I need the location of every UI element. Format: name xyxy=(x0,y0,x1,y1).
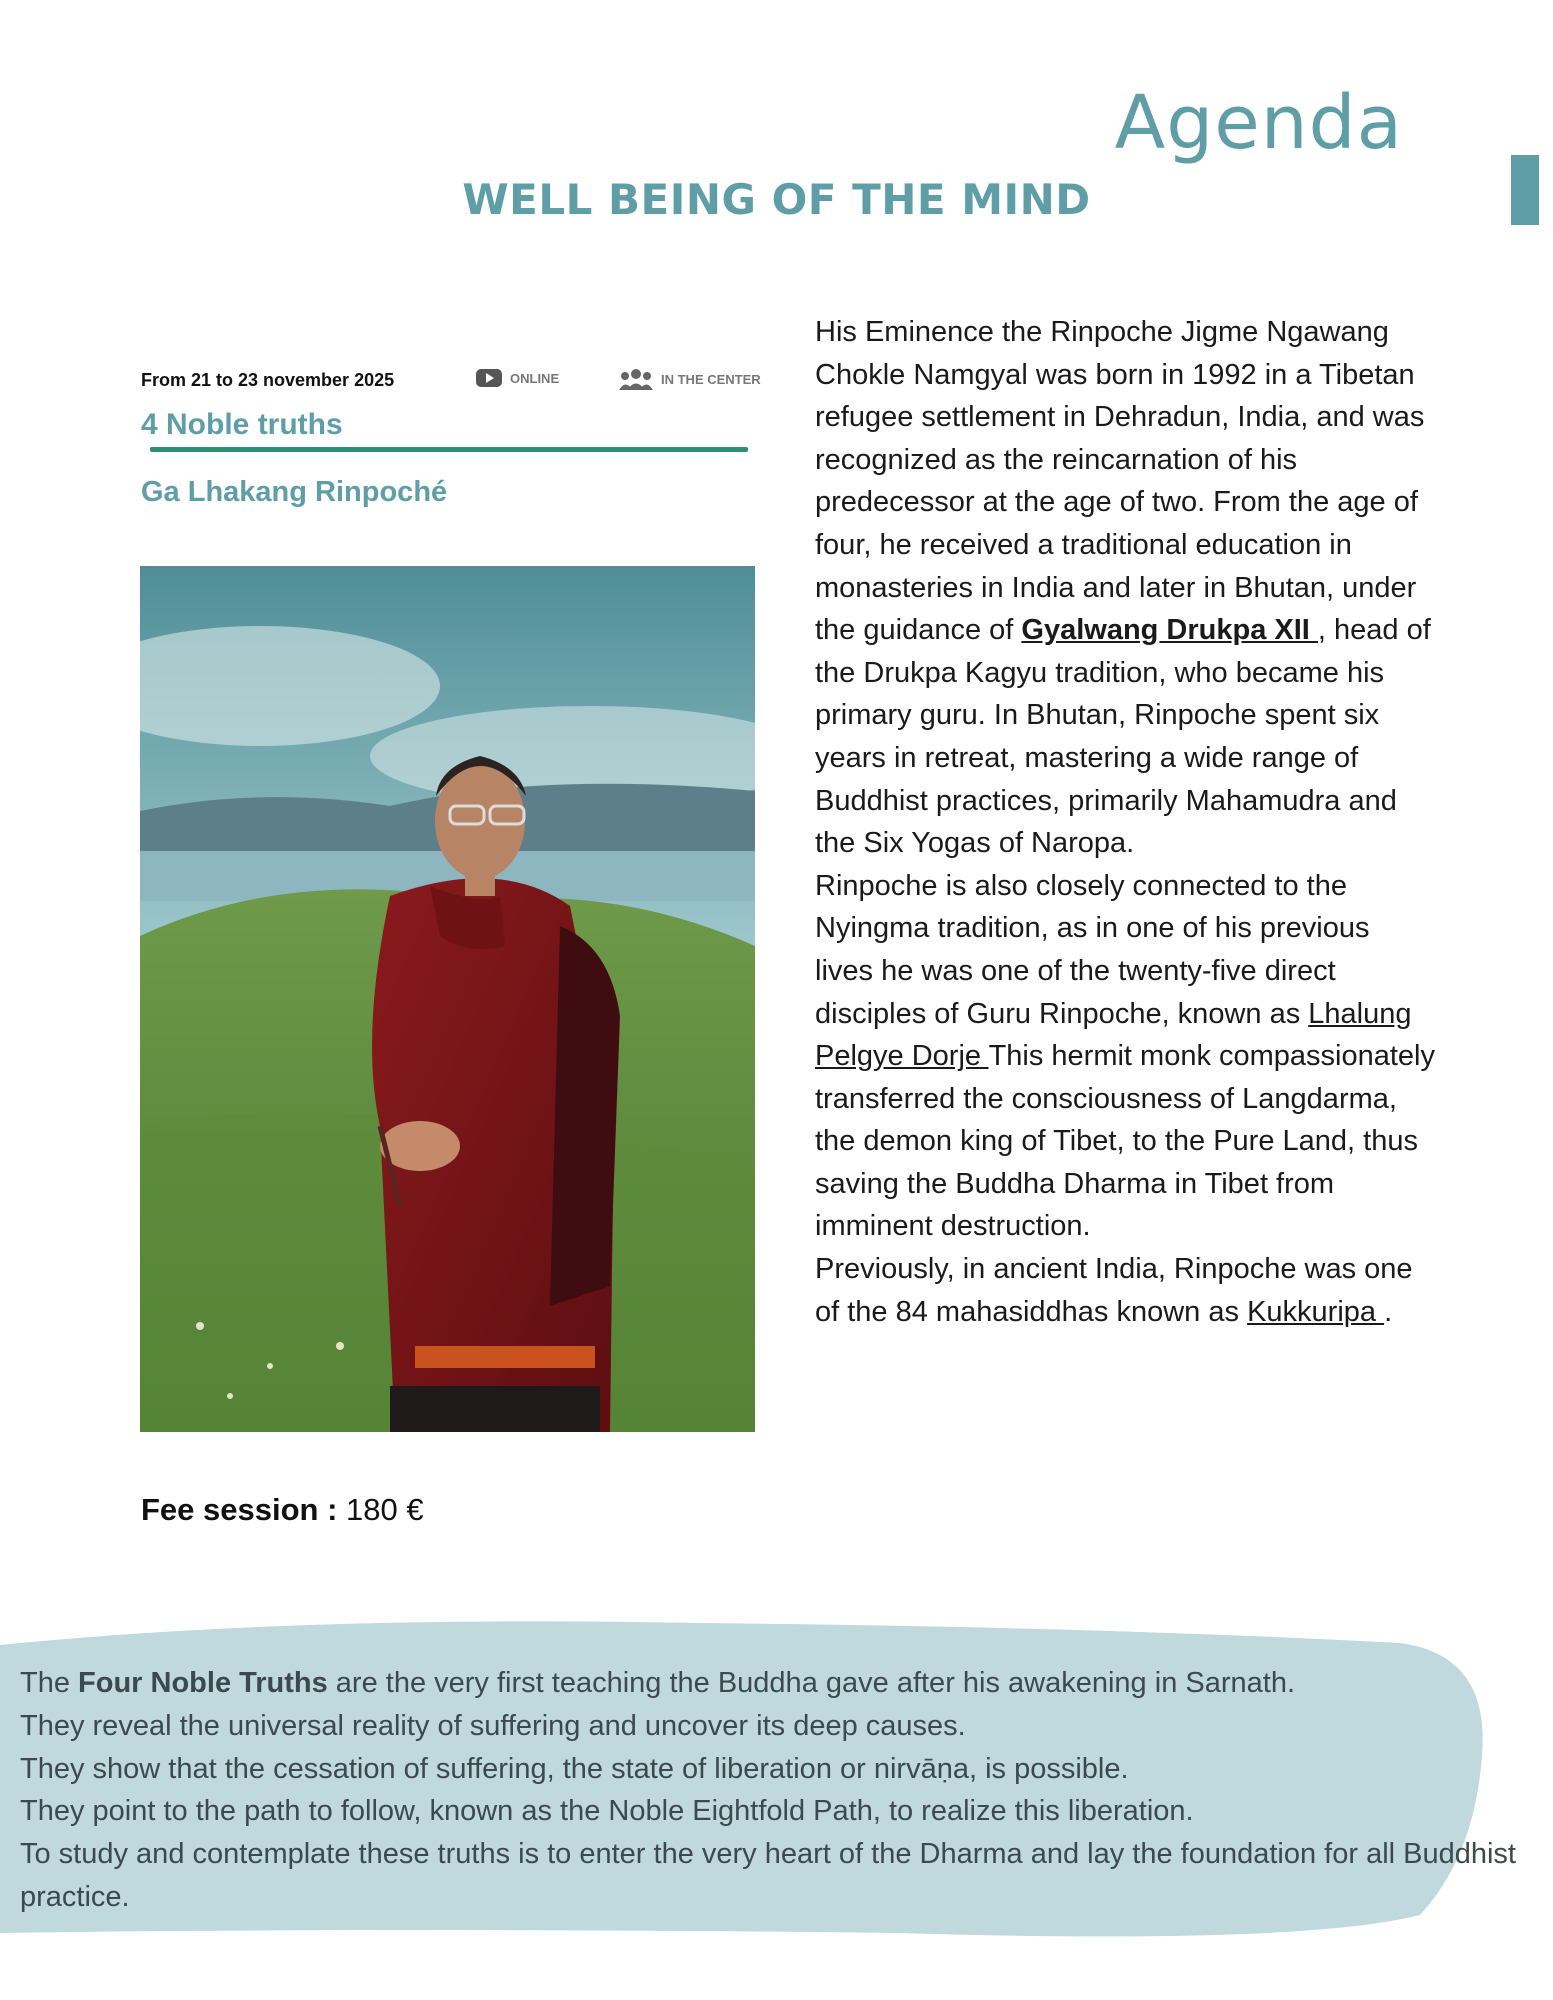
event-meta xyxy=(141,366,761,396)
bio-text: . xyxy=(1384,1295,1393,1328)
bio-paragraph xyxy=(815,865,1435,1248)
in-center-label: IN THE CENTER xyxy=(661,371,761,387)
fee-label: Fee session : xyxy=(141,1492,338,1527)
group-icon xyxy=(619,368,653,390)
event-subtitle: 4 Noble truths xyxy=(141,408,343,441)
fee-value: 180 € xyxy=(337,1492,424,1527)
agenda-heading: Agenda xyxy=(1114,80,1403,166)
bio-text: His Eminence the Rinpoche Jigme Ngawang Chokle Namgyal was born in 1992 in a Tibetan refugee settlement in Dehradun, India, and was recognized as the reincarnation of his predecessor at the age of two. From the age of four, he received a traditional education in monasteries in India and later in Bhutan, under the guidance of xyxy=(815,316,1425,647)
bio-text: Rinpoche is also closely connected to the Nyingma tradition, as in one of his previous lives he was one of the twenty-five direct disciples of Guru Rinpoche, known as xyxy=(815,869,1370,1030)
fee-session xyxy=(141,1492,424,1528)
event-date: From 21 to 23 november 2025 xyxy=(141,370,395,390)
noble-text: are the very first teaching the Buddha gave after his awakening in Sarnath. xyxy=(327,1667,1296,1699)
noble-line: They show that the cessation of suffering, the state of liberation or nirvāṇa, is possible. xyxy=(20,1752,1129,1785)
lhalung-pelgye-dorje-link[interactable]: Lhalung Pelgye Dorje xyxy=(815,997,1412,1073)
in-center-badge xyxy=(619,368,761,390)
portrait-photo xyxy=(140,566,755,1432)
online-badge xyxy=(476,368,559,388)
noble-line: They reveal the universal reality of suffering and uncover its deep causes. xyxy=(20,1709,966,1742)
noble-truths-text xyxy=(20,1662,1520,1919)
gyalwang-drukpa-link[interactable]: Gyalwang Drukpa XII xyxy=(1021,614,1318,647)
subtitle-divider xyxy=(150,447,748,452)
bio-text: This hermit monk compassionately transferred the consciousness of Langdarma, the demon king of Tibet, to the Pure Land, thus saving the Buddha Dharma in Tibet from imminent destruction. xyxy=(815,1040,1436,1243)
biography xyxy=(815,311,1435,1333)
bio-text: , head of the Drukpa Kagyu tradition, who became his primary guru. In Bhutan, Rinpoche spent six years in retreat, mastering a wide range of Buddhist practices, primarily Mahamudra and the Six Yogas of Naropa. xyxy=(815,614,1431,860)
noble-text-bold: Four Noble Truths xyxy=(78,1667,328,1699)
bio-paragraph xyxy=(815,311,1435,865)
speaker-name: Ga Lhakang Rinpoché xyxy=(141,476,448,508)
noble-text: The xyxy=(20,1667,79,1699)
bio-paragraph xyxy=(815,1248,1435,1333)
kukkuripa-link[interactable]: Kukkuripa xyxy=(1247,1295,1385,1328)
noble-line xyxy=(20,1662,1520,1705)
noble-line: They point to the path to follow, known as the Noble Eightfold Path, to realize this liberation. xyxy=(20,1795,1194,1828)
play-icon xyxy=(476,368,502,388)
page-title: WELL BEING OF THE MIND xyxy=(462,175,1091,224)
online-label: ONLINE xyxy=(510,370,560,386)
bio-text: Previously, in ancient India, Rinpoche was one of the 84 mahasiddhas known as xyxy=(815,1253,1413,1328)
noble-line: To study and contemplate these truths is to enter the very heart of the Dharma and lay the foundation for all Buddhist practice. xyxy=(20,1838,1516,1913)
